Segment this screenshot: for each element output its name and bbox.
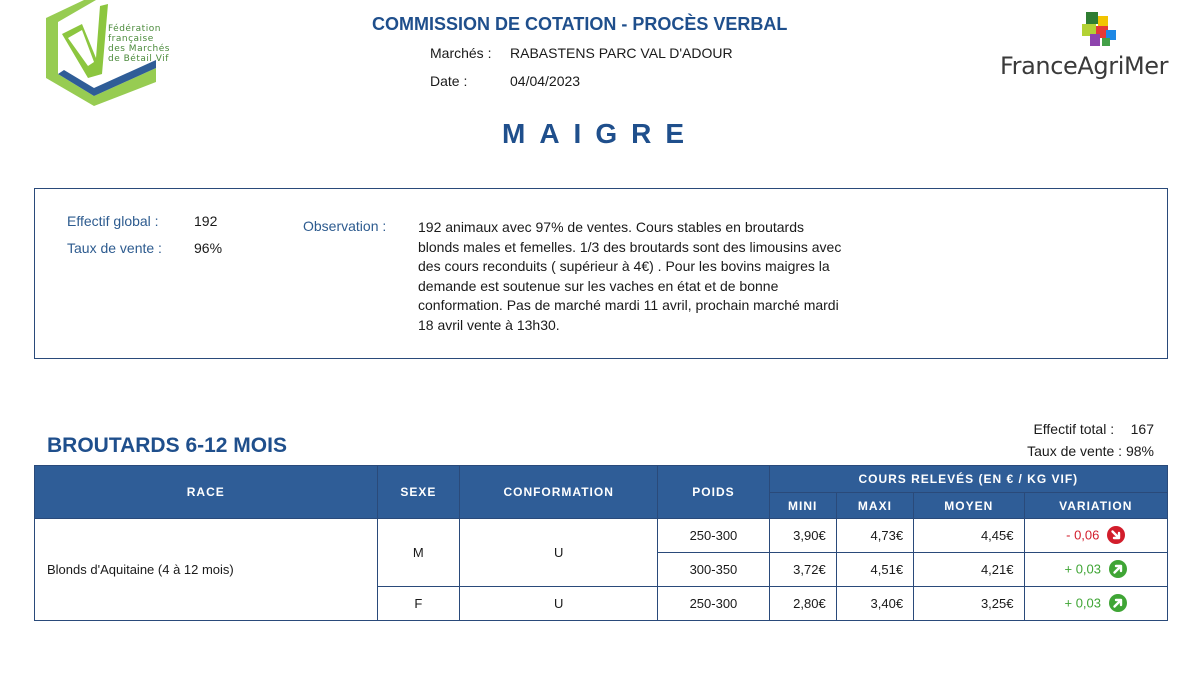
arrow-down-right-icon (1107, 526, 1125, 544)
variation-value: - 0,06 (1066, 526, 1100, 542)
maxi-cell: 3,40€ (836, 587, 913, 621)
header-maxi: MAXI (836, 493, 913, 519)
franceagrimer-logo-mark (1080, 12, 1116, 46)
effectif-global-label: Effectif global : (67, 213, 159, 229)
variation-value: + 0,03 (1064, 594, 1101, 610)
observation-label: Observation : (303, 218, 387, 234)
maxi-cell: 4,51€ (836, 553, 913, 587)
header-poids: POIDS (658, 466, 769, 519)
section-title: MAIGRE (502, 118, 698, 149)
observation-line: blonds males et femelles. 1/3 des broutards sont des limousins avec (418, 238, 842, 255)
ffmbv-logo-line: de Bétail Vif (108, 54, 169, 64)
broutards-taux-value: 98% (1125, 443, 1154, 459)
header-mini: MINI (769, 493, 836, 519)
conformation-cell: U (460, 587, 658, 621)
ffmbv-logo-line: Fédération (108, 24, 161, 34)
date-value: 04/04/2023 (510, 73, 581, 89)
effectif-global-value: 192 (194, 213, 218, 229)
broutards-title: BROUTARDS 6-12 MOIS (47, 434, 287, 457)
variation-cell (1024, 553, 1168, 587)
moyen-cell: 4,45€ (914, 519, 1024, 553)
arrow-up-right-icon (1109, 560, 1127, 578)
franceagrimer-logo-text: FranceAgriMer (1000, 52, 1169, 80)
marches-row (430, 45, 733, 61)
observation-line: 192 animaux avec 97% de ventes. Cours stables en broutards (418, 219, 805, 235)
header-race: RACE (35, 466, 378, 519)
ffmbv-logo-text (108, 24, 170, 64)
sexe-cell: M (377, 519, 460, 587)
marches-label: Marchés : (430, 45, 492, 61)
broutards-stats (1027, 418, 1154, 462)
observation-line: des cours reconduits ( supérieur à 4€) . Pour les bovins maigres la (418, 258, 830, 274)
market-summary-box (34, 188, 1168, 359)
sexe-cell: F (377, 587, 460, 621)
poids-cell: 300-350 (658, 553, 769, 587)
race-cell: Blonds d'Aquitaine (4 à 12 mois) (35, 519, 378, 621)
header-moyen: MOYEN (914, 493, 1024, 519)
effectif-total-label: Effectif total : (1033, 421, 1115, 437)
observation-line: 18 avril vente à 13h30. (418, 316, 560, 333)
table-header-row (35, 466, 1168, 493)
date-label: Date : (430, 73, 468, 89)
taux-vente-row (1027, 440, 1154, 462)
variation-value: + 0,03 (1064, 560, 1101, 576)
franceagrimer-logo (1000, 12, 1170, 92)
variation-cell (1024, 587, 1168, 621)
observation-line: conformation. Pas de marché mardi 11 avril, prochain marché mardi (418, 297, 839, 313)
marches-value: RABASTENS PARC VAL D'ADOUR (510, 45, 733, 61)
taux-vente-label: Taux de vente : (67, 240, 162, 256)
moyen-cell: 3,25€ (914, 587, 1024, 621)
header-conformation: CONFORMATION (460, 466, 658, 519)
effectif-total-row (1027, 418, 1154, 440)
mini-cell: 2,80€ (769, 587, 836, 621)
conformation-cell: U (460, 519, 658, 587)
table-row (35, 519, 1168, 553)
date-row (430, 73, 580, 89)
observation-text (418, 218, 928, 335)
observation-line: demande est soutenue sur les vaches en état et de bonne (418, 277, 779, 294)
poids-cell: 250-300 (658, 587, 769, 621)
poids-cell: 250-300 (658, 519, 769, 553)
document-title: COMMISSION DE COTATION - PROCÈS VERBAL (372, 14, 788, 34)
cotation-table (34, 465, 1168, 621)
maxi-cell: 4,73€ (836, 519, 913, 553)
header-variation: VARIATION (1024, 493, 1168, 519)
header-sexe: SEXE (377, 466, 460, 519)
taux-vente-value: 96% (194, 240, 223, 256)
ffmbv-logo (38, 0, 188, 106)
mini-cell: 3,72€ (769, 553, 836, 587)
mini-cell: 3,90€ (769, 519, 836, 553)
broutards-taux-label: Taux de vente : (1027, 443, 1123, 459)
header-cours: COURS RELEVÉS (EN € / KG VIF) (769, 466, 1167, 493)
ffmbv-logo-line: française (108, 34, 154, 44)
ffmbv-logo-line: des Marchés (108, 44, 170, 54)
moyen-cell: 4,21€ (914, 553, 1024, 587)
arrow-up-right-icon (1109, 594, 1127, 612)
variation-cell (1024, 519, 1168, 553)
effectif-total-value: 167 (1130, 421, 1154, 437)
